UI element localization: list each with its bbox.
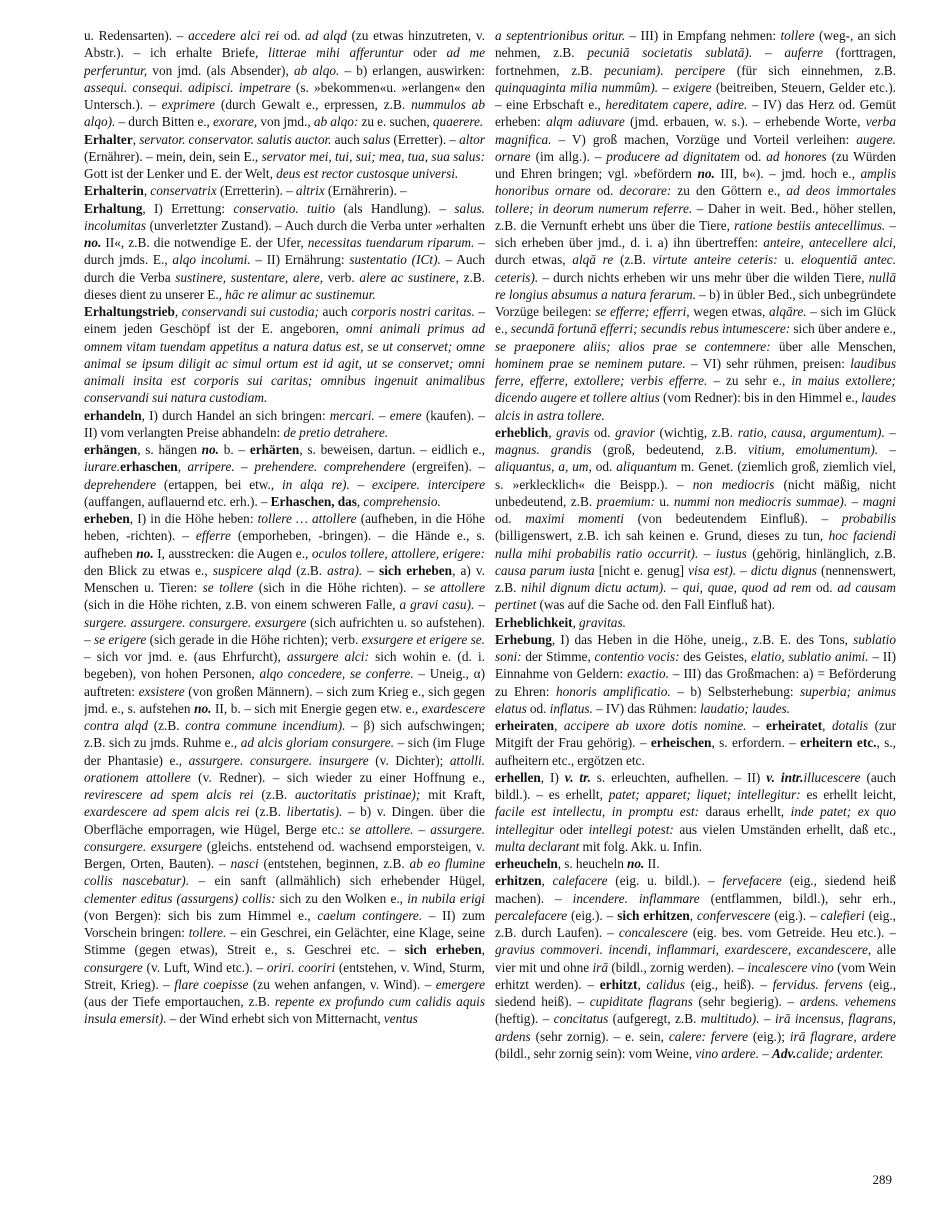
dictionary-entry: erheiraten, accipere ab uxore dotis nomine. – erheiratet, dotalis (zur Mitgift der Frau gehörig). – erheischen, s. erfordern. – erheitern etc., s., aufheitern etc., ergötzen etc.: [495, 718, 896, 768]
dictionary-entry: erheucheln, s. heucheln no. II.: [495, 856, 660, 871]
dictionary-entry: Erhebung, I) das Heben in die Höhe, uneig., z.B. E. des Tons, sublatio soni: der Stimme, contentio vocis: des Geistes, elatio, sublatio animi. – II) Einnahme von Geldern: exactio. – III) das Großmachen: a) = Beförderung zu Ehren: honoris amplificatio. – b) Selbsterhebung: superbia; animus elatus od. inflatus. – IV) das Rühmen: laudatio; laudes.: [495, 631, 896, 716]
dictionary-entry: erheblich, gravis od. gravior (wichtig, z.B. ratio, causa, argumentum). – magnus. grandis (groß, bedeutend, z.B. vitium, emolumentum). – aliquantus, a, um, od. aliquantum m. Genet. (ziemlich groß, ziemlich viel, s. »erklecklich« die Beispp.). – non mediocris (nicht mäßig, nicht unbedeutend, z.B. praemium: u. nummi non mediocris summae). – magni od. maximi momenti (von bedeutendem Einfluß). – probabilis (billigenswert, z.B. ich sah keinen e. Grund, dieses zu tun, hoc faciendi nulla mihi probabilis ratio occurrit). – iustus (gehörig, hinlänglich, z.B. causa parum iusta [nicht e. genug] visa est). – dictu dignus (nennenswert, z.B. nihil dignum dictu actum). – qui, quae, quod ad rem od. ad causam pertinet (was auf die Sache od. den Fall Einfluß hat).: [495, 424, 896, 613]
dictionary-entry: erhellen, I) v. tr. s. erleuchten, aufhellen. – II) v. intr.illucescere (auch bildl.). – es erhellt, patet; apparet; liquet; intellegitur: es erhellt leicht, facile est intellectu, in promptu est: daraus erhellt, inde patet; ex quo intellegitur oder intellegi potest: aus vielen Umständen erhellt, daß etc., multa declarant mit folg. Akk. u. Infin.: [495, 769, 896, 854]
page-number: 289: [872, 1172, 892, 1187]
dictionary-entry: Erhaltung, I) Errettung: conservatio. tuitio (als Handlung). – salus. incolumitas (unverletzter Zustand). – Auch durch die Verba unter »erhalten no. II«, z.B. die notwendige E. der Ufer, necessitas tuendarum riparum. – durch jmds. E., alqo incolumi. – II) Ernährung: sustentatio (ICt). – Auch durch die Verba sustinere, sustentare, alere, verb. alere ac sustinere, z.B. dieses dient zu unserer E., hāc re alimur ac sustinemur.: [84, 200, 485, 302]
left-column: [84, 27, 485, 1169]
dictionary-entry: Erhalterin, conservatrix (Erretterin). – altrix (Ernährerin). –: [84, 183, 407, 199]
text-columns: [84, 27, 896, 1169]
dictionary-entry: a septentrionibus oritur. – III) in Empfang nehmen: tollere (weg-, an sich nehmen, z.B. pecuniā societatis sublatā). – auferre (forttragen, fortnehmen, z.B. pecuniam). percipere (für sich einnehmen, z.B. quinquaginta milia nummûm). – exigere (beitreiben, Steuern, Gelder etc.). – eine Erbschaft e., hereditatem capere, adire. – IV) das Herz od. Gemüt erheben: alqm adiuvare (jmd. erbauen, w. s.). – erhebende Worte, verba magnifica. – V) groß machen, Vorzüge und Vorteil verleihen: augere. ornare (im allg.). – producere ad dignitatem od. ad honores (zu Würden und Ehren bringen; vgl. »befördern no. III, b«). – jmd. hoch e., amplis honoribus ornare od. decorare: zu den Göttern e., ad deos immortales tollere; in deorum numerum referre. – Daher in weit. Bed., höher stellen, z.B. die Vernunft erhebt uns über die Tiere, ratione bestiis antecellimus. – sich erheben über jmd., d. i. a) ihn übertreffen: anteire, antecellere alci, durch etwas, alqā re (z.B. virtute anteire ceteris: u. eloquentiā antec. ceteris). – durch nichts erheben wir uns mehr über die wilden Tiere, nullā re longius absumus a natura ferarum. – b) in übler Bed., sich unbegründete Vorzüge beilegen: se efferre; efferri, wegen etwas, alqāre. – sich im Glück e., secundā fortunā efferri; secundis rebus intumescere: sich über andere e., se praeponere aliis; alios prae se contemnere: über alle Menschen, hominem prae se neminem putare. – VI) sehr rühmen, preisen: laudibus ferre, efferre, extollere; verbis efferre. – zu sehr e., in maius extollere; dicendo augere et tollere altius (vom Redner): bis in den Himmel e., laudes alcis in astra tollere.: [495, 28, 896, 423]
right-column: [495, 27, 896, 1169]
dictionary-entry: erhandeln, I) durch Handel an sich bringen: mercari. – emere (kaufen). – II) vom verlangten Preise abhandeln: de pretio detrahere.: [84, 407, 485, 440]
dictionary-entry: Erhaltungstrieb, conservandi sui custodia; auch corporis nostri caritas. – einem jeden Geschöpf ist der E. angeboren, omni animali primus ad omnem vitam tuendam appetitus a natura datus est, se ut conservet; omne animal se ipsum diligit ac simul ortum est id agit, ut se conservet; omni animali insita est corporis sui caritas; omnibus ingenuit animalibus conservandi sui natura custodiam.: [84, 304, 485, 406]
dictionary-entry: erhitzen, calefacere (eig. u. bildl.). – fervefacere (eig., siedend heiß machen). – incendere. inflammare (entflammen, bildl.), sehr erh., percalefacere (eig.). – sich erhitzen, confervescere (eig.). – calefieri (eig., z.B. durch Laufen). – concalescere (eig. bes. vom Getreide. Heu etc.). – gravius commoveri. incendi, inflammari, exardescere, excandescere, alle vier mit und ohne irā (bildl., zornig werden). – incalescere vino (vom Wein erhitzt werden). – erhitzt, calidus (eig., heiß). – fervidus. fervens (eig., siedend heiß). – cupiditate flagrans (sehr begierig). – ardens. vehemens (heftig). – concitatus (aufgeregt, z.B. multitudo). – irā incensus, flagrans, ardens (sehr zornig). – e. sein, calere: fervere (eig.); irā flagrare, ardere (bildl., sehr zornig sein): vom Weine, vino ardere. – Adv.calide; ardenter.: [495, 873, 896, 1061]
dictionary-entry: erheben, I) in die Höhe heben: tollere … attollere (aufheben, in die Höhe heben, -richten). – efferre (emporheben, -bringen). – die Hände e., s. aufheben no. I, ausstrecken: die Augen e., oculos tollere, attollere, erigere: den Blick zu etwas e., suspicere alqd (z.B. astra). – sich erheben, a) v. Menschen u. Tieren: se tollere (sich in die Höhe richten). – se attollere (sich in die Höhe richten, z.B. von einem schweren Falle, a gravi casu). – surgere. assurgere. consurgere. exsurgere (sich aufrichten u. so aufstehen). – se erigere (sich gerade in die Höhe richten); verb. exsurgere et erigere se. – sich vor jmd. e. (aus Ehrfurcht), assurgere alci: sich wohin e. (d. i. begeben), von hohen Personen, alqo concedere, se conferre. – Uneig., α) auftreten: exsistere (von großen Männern). – sich zum Krieg e., sich gegen jmd. e., s. aufstehen no. II, b. – sich mit Energie gegen etw. e., exardescere contra alqd (z.B. contra commune incendium). – β) sich aufschwingen; z.B. sich zu jmds. Ruhme e., ad alcis gloriam consurgere. – sich (im Fluge der Phantasie) e., assurgere. consurgere. insurgere (v. Dichter); attolli. orationem attollere (v. Redner). – sich wieder zu einer Hoffnung e., revirescere ad spem alcis rei (z.B. auctoritatis pristinae); mit Kraft, exardescere ad spem alcis rei (z.B. libertatis). – b) v. Dingen. über die Oberfläche emporragen, wie Hügel, Berge etc.: se attollere. – assurgere. consurgere. exsurgere (gleichs. entstehend od. wachsend emporsteigen, v. Bergen, Orten, Bauten). – nasci (entstehen, beginnen, z.B. ab eo flumine collis nascebatur). – ein sanft (allmählich) sich erhebender Hügel, clementer editus (assurgens) collis: sich zu den Wolken e., in nubila erigi (von Bergen): sich bis zum Himmel e., caelum contingere. – II) zum Vorschein bringen: tollere. – ein Geschrei, ein Gelächter, eine Klage, seine Stimme (gegen etwas), Streit e., s. Geschrei etc. – sich erheben, consurgere (v. Luft, Wind etc.). – oriri. cooriri (entstehen, v. Wind, Sturm, Streit, Krieg). – flare coepisse (zu wehen anfangen, v. Wind). – emergere (aus der Tiefe emportauchen, z.B. repente ex profundo cum calidis aquis insula emersit). – der Wind erhebt sich von Mitternacht, ventus: [84, 511, 485, 1027]
dictionary-entry: erhängen, s. hängen no. b. – erhärten, s. beweisen, dartun. – eidlich e., iurare.erhaschen, arripere. – prehendere. comprehendere (ergreifen). – deprehendere (ertappen, bei etw., in alqa re). – excipere. intercipere (auffangen, auflauernd etc. erh.). – Erhaschen, das, comprehensio.: [84, 442, 485, 509]
dictionary-entry: Erhalter, servator. conservator. salutis auctor. auch salus (Erretter). – altor (Ernährer). – mein, dein, sein E., servator mei, tui, sui; mea, tua, sua salus: Gott ist der Lenker und E. der Welt, deus est rector custosque universi.: [84, 131, 485, 181]
dictionary-entry: u. Redensarten). – accedere alci rei od. ad alqd (zu etwas hinzutreten, v. Abstr.). – ich erhalte Briefe, litterae mihi afferuntur oder ad me perferuntur, von jmd. (als Absender), ab alqo. – b) erlangen, auswirken: assequi. consequi. adipisci. impetrare (s. »bekommen«u. »erlangen« den Untersch.). – exprimere (durch Gewalt e., erpressen, z.B. nummulos ab alqo). – durch Bitten e., exorare, von jmd., ab alqo: zu e. suchen, quaerere.: [84, 28, 485, 130]
dictionary-entry: Erheblichkeit, gravitas.: [495, 614, 626, 630]
